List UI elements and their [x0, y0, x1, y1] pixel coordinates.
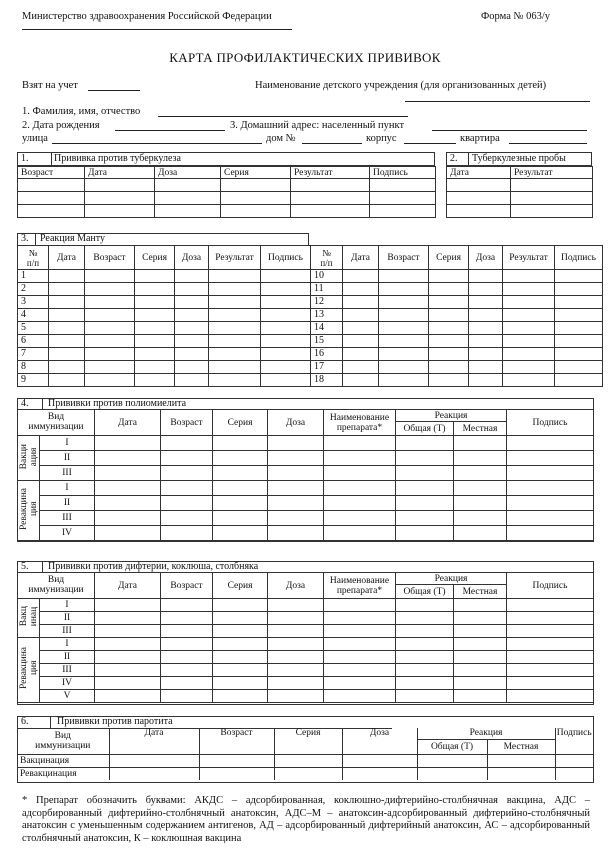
row-number: 7: [18, 348, 49, 361]
sec3-col-age: Возраст: [85, 246, 135, 270]
sec5-revacc-stage: I: [40, 638, 95, 651]
table-row[interactable]: [18, 690, 594, 703]
street-label: улица: [22, 133, 48, 144]
table-row[interactable]: [18, 451, 594, 466]
sec4-vacc-label: Вакци ация: [18, 436, 40, 481]
sec1-col-dose: Доза: [155, 167, 221, 179]
table-row[interactable]: [18, 625, 594, 638]
sec2-table: [446, 166, 593, 218]
registered-line[interactable]: [88, 90, 140, 91]
row-number: 6: [18, 335, 49, 348]
sec6-col-date: Дата: [109, 728, 199, 754]
sec6-col-age: Возраст: [199, 728, 274, 754]
address-line[interactable]: [432, 130, 587, 131]
table-row[interactable]: [18, 466, 594, 481]
table-row[interactable]: [18, 599, 594, 612]
sec3-col-series-r: Серия: [429, 246, 469, 270]
sec5-vacc-stage: II: [40, 612, 95, 625]
sec2-col-result: Результат: [511, 167, 593, 179]
sec6-title: Прививки против паротита: [57, 716, 173, 727]
sec3-col-age-r: Возраст: [379, 246, 429, 270]
table-row[interactable]: [18, 481, 594, 496]
address-label: 3. Домашний адрес: населенный пункт: [230, 120, 405, 131]
institution-label: Наименование детского учреждения (для организованных детей): [255, 80, 547, 91]
sec4-col-series: Серия: [213, 410, 268, 436]
table-row[interactable]: [18, 322, 603, 335]
sec4-col-preparation: Наименование препарата*: [324, 410, 396, 436]
sec5-col-dose: Доза: [268, 573, 324, 599]
sec3-table: [17, 245, 603, 387]
row-number: 17: [311, 361, 343, 374]
street-line[interactable]: [52, 143, 262, 144]
sec1-col-series: Серия: [221, 167, 291, 179]
table-row[interactable]: [18, 179, 436, 192]
sec5-title: Прививки против дифтерии, коклюша, столбняка: [48, 561, 259, 572]
sec4-revacc-stage: I: [40, 481, 95, 496]
sec4-revacc-label: Ревакцина ция: [18, 481, 40, 541]
row-number: 5: [18, 322, 49, 335]
sec3-title: Реакция Манту: [40, 233, 106, 244]
row-number: 13: [311, 309, 343, 322]
sec4-revacc-stage: III: [40, 511, 95, 526]
sec4-col-date: Дата: [95, 410, 161, 436]
table-row[interactable]: [18, 511, 594, 526]
row-number: 12: [311, 296, 343, 309]
name-line[interactable]: [158, 116, 408, 117]
building-line[interactable]: [404, 143, 456, 144]
sec3-col-series: Серия: [135, 246, 175, 270]
row-number: 1: [18, 270, 49, 283]
sec3-col-no-right: № п/п: [311, 246, 343, 270]
sec1-table: [17, 166, 436, 218]
table-row[interactable]: [18, 677, 594, 690]
table-row[interactable]: [18, 192, 436, 205]
sec5-revacc-stage: III: [40, 664, 95, 677]
row-number: 14: [311, 322, 343, 335]
sec4-revacc-stage: II: [40, 496, 95, 511]
table-row[interactable]: [18, 270, 603, 283]
sec5-number: 5.: [21, 561, 29, 572]
sec1-col-result: Результат: [291, 167, 370, 179]
sec4-col-reaction: Реакция: [396, 410, 507, 422]
table-row[interactable]: [18, 348, 603, 361]
sec5-col-reaction: Реакция: [396, 573, 507, 585]
table-row[interactable]: [18, 283, 603, 296]
sec5-kind-header: Вид иммунизации: [18, 573, 95, 599]
row-number: 18: [311, 374, 343, 387]
house-line[interactable]: [302, 143, 362, 144]
sec5-revacc-stage: IV: [40, 677, 95, 690]
sec3-col-date: Дата: [49, 246, 85, 270]
sec6-col-general: Общая (Т): [417, 739, 487, 754]
apartment-line[interactable]: [509, 143, 587, 144]
sec2-header: [446, 152, 592, 166]
sec1-col-signature: Подпись: [370, 167, 436, 179]
sec5-col-series: Серия: [213, 573, 268, 599]
ministry-line: [22, 29, 292, 30]
sec3-header: [17, 233, 309, 245]
table-row[interactable]: [18, 651, 594, 664]
sec6-kind-header: Вид иммунизации: [17, 728, 109, 754]
sec4-vacc-stage: III: [40, 466, 95, 481]
sec5-col-local: Местная: [454, 585, 507, 599]
form-number: Форма № 063/у: [481, 11, 551, 22]
table-row[interactable]: [18, 436, 594, 451]
sec5-col-signature: Подпись: [507, 573, 594, 599]
sec6-col-signature: Подпись: [555, 728, 593, 754]
sec6-table: [17, 728, 593, 780]
sec6-col-reaction: Реакция: [417, 728, 555, 739]
row-number: 11: [311, 283, 343, 296]
sec4-vacc-stage: I: [40, 436, 95, 451]
sec5-col-date: Дата: [95, 573, 161, 599]
table-row[interactable]: [18, 205, 436, 218]
sec3-col-no-left: № п/п: [18, 246, 49, 270]
sec4-col-local: Местная: [454, 422, 507, 436]
sec4-revacc-stage: IV: [40, 526, 95, 541]
table-row[interactable]: [17, 754, 593, 767]
sec4-col-general: Общая (Т): [396, 422, 454, 436]
sec2-title: Туберкулезные пробы: [472, 153, 566, 164]
sec5-revacc-stage: II: [40, 651, 95, 664]
sec4-kind-header: Вид иммунизации: [18, 410, 95, 436]
sec4-number: 4.: [21, 398, 29, 409]
page-title: КАРТА ПРОФИЛАКТИЧЕСКИХ ПРИВИВОК: [169, 50, 441, 65]
sec5-vacc-label: Вакц инац: [18, 599, 40, 638]
sec3-col-result: Результат: [209, 246, 261, 270]
sec5-col-age: Возраст: [161, 573, 213, 599]
ministry-label: Министерство здравоохранения Российской Федерации: [22, 11, 272, 22]
sec1-title: Прививка против туберкулеза: [54, 153, 181, 164]
table-row[interactable]: [18, 335, 603, 348]
row-number: 10: [311, 270, 343, 283]
sec3-col-result-r: Результат: [503, 246, 555, 270]
birthdate-line[interactable]: [115, 130, 225, 131]
name-label: 1. Фамилия, имя, отчество: [22, 106, 141, 117]
row-number: 16: [311, 348, 343, 361]
sec5-vacc-stage: III: [40, 625, 95, 638]
sec3-col-date-r: Дата: [343, 246, 379, 270]
table-row[interactable]: [447, 205, 593, 218]
table-row[interactable]: [18, 664, 594, 677]
row-number: 2: [18, 283, 49, 296]
institution-line[interactable]: [405, 101, 590, 102]
table-row[interactable]: [18, 526, 594, 541]
sec4-table: [17, 409, 594, 541]
sec5-vacc-stage: I: [40, 599, 95, 612]
sec2-col-date: Дата: [447, 167, 511, 179]
sec6-col-series: Серия: [274, 728, 342, 754]
sec3-col-signature: Подпись: [261, 246, 311, 270]
row-number: 3: [18, 296, 49, 309]
sec2-number: 2.: [450, 153, 458, 164]
row-number: 15: [311, 335, 343, 348]
sec6-row-vacc: Вакцинация: [17, 754, 109, 767]
sec3-col-dose-r: Доза: [469, 246, 503, 270]
sec6-col-dose: Доза: [342, 728, 417, 754]
sec5-revacc-stage: V: [40, 690, 95, 703]
footnote: * Препарат обозначить буквами: АКДС – адсорбированная, коклюшно-дифтерийно-столбнячная вакцина, АДС – адсорбированный дифтерийно-столбнячный анатоксин, АДС–М – анатоксин-адсорбированный дифтерийно-столбнячный анатоксин с уменьшенным содержанием антигенов, АД – адсорбированный дифтерийный анатоксин, АС – адсорбированный столбнячный анатоксин, К – коклюшная вакцина: [22, 795, 590, 844]
table-row[interactable]: [18, 374, 603, 387]
row-number: 8: [18, 361, 49, 374]
sec1-col-date: Дата: [85, 167, 155, 179]
sec3-col-signature-r: Подпись: [555, 246, 603, 270]
table-row[interactable]: [18, 296, 603, 309]
sec3-col-dose: Доза: [175, 246, 209, 270]
sec4-vacc-stage: II: [40, 451, 95, 466]
sec6-number: 6.: [21, 716, 29, 727]
sec4-col-age: Возраст: [161, 410, 213, 436]
house-label: дом №: [266, 133, 296, 144]
sec5-revacc-label: Ревакцина ция: [18, 638, 40, 703]
sec5-col-preparation: Наименование препарата*: [324, 573, 396, 599]
sec4-col-signature: Подпись: [507, 410, 594, 436]
sec1-number: 1.: [21, 153, 29, 164]
table-row[interactable]: [18, 638, 594, 651]
table-row[interactable]: [17, 767, 593, 780]
table-row[interactable]: [18, 612, 594, 625]
sec4-title: Прививки против полиомиелита: [48, 398, 187, 409]
table-row[interactable]: [447, 192, 593, 205]
apartment-label: квартира: [460, 133, 500, 144]
birthdate-label: 2. Дата рождения: [22, 120, 100, 131]
table-row[interactable]: [447, 179, 593, 192]
sec6-col-local: Местная: [487, 739, 555, 754]
sec1-header: [17, 152, 435, 166]
row-number: 9: [18, 374, 49, 387]
sec3-number: 3.: [21, 233, 29, 244]
sec5-col-general: Общая (Т): [396, 585, 454, 599]
sec1-col-age: Возраст: [18, 167, 85, 179]
sec6-row-revacc: Ревакцинация: [17, 767, 109, 780]
table-row[interactable]: [18, 309, 603, 322]
sec5-table: [17, 572, 594, 703]
table-row[interactable]: [18, 361, 603, 374]
building-label: корпус: [366, 133, 397, 144]
registered-label: Взят на учет: [22, 80, 78, 91]
row-number: 4: [18, 309, 49, 322]
table-row[interactable]: [18, 496, 594, 511]
sec4-col-dose: Доза: [268, 410, 324, 436]
